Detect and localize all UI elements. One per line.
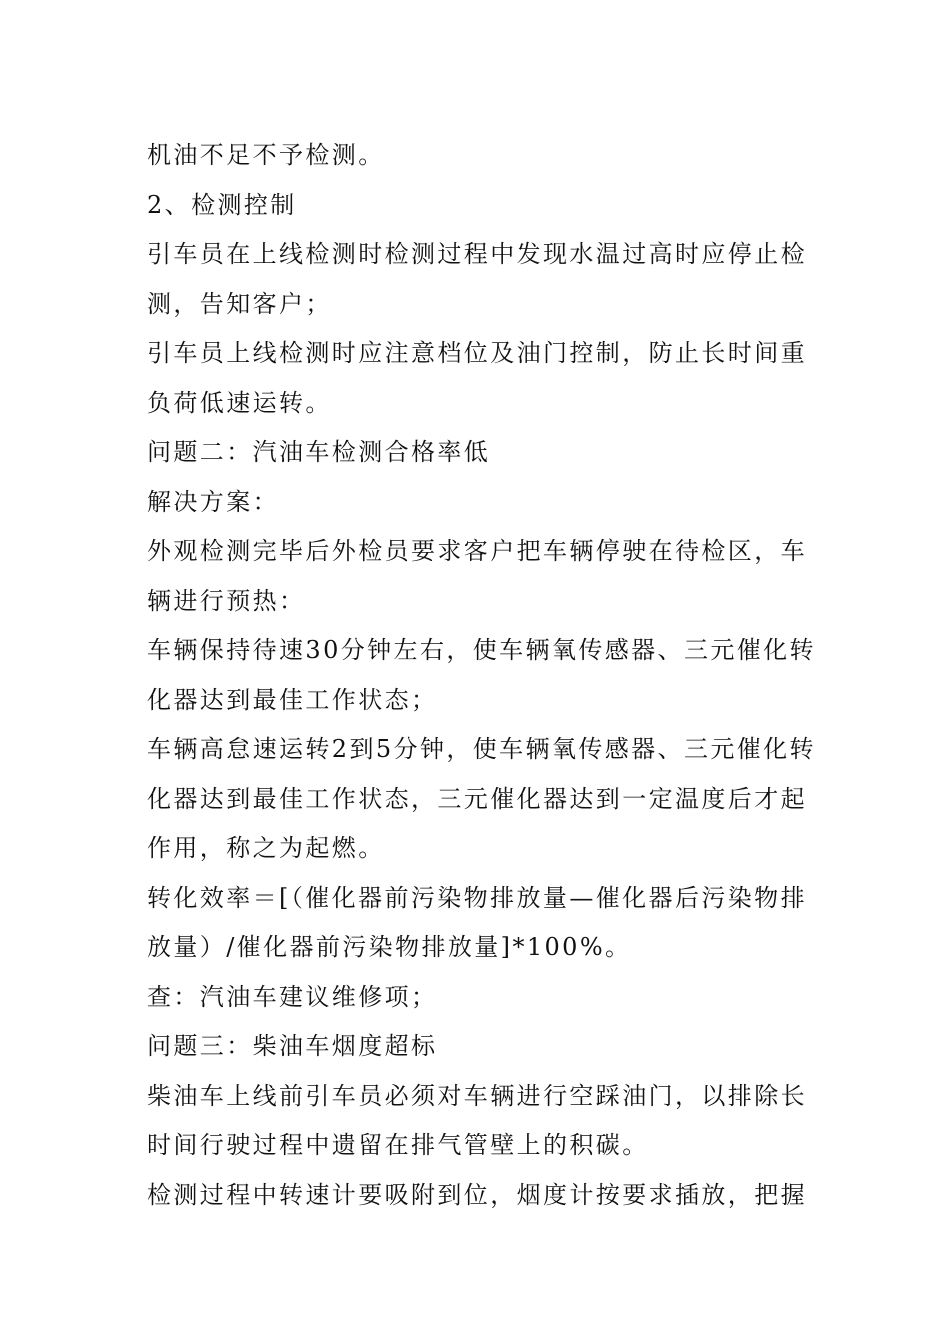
- formula-line: 转化效率＝[（催化器前污染物排放量—催化器后污染物排: [147, 883, 807, 912]
- text-line: 车辆高怠速运转2到5分钟，使车辆氧传感器、三元催化转: [147, 735, 816, 763]
- section-heading: 问题三：柴油车烟度超标: [147, 1032, 438, 1060]
- text-line: 负荷低速运转。: [147, 388, 332, 417]
- text-line: 化器达到最佳工作状态；: [147, 685, 438, 714]
- text-line: 测，告知客户；: [147, 289, 332, 318]
- section-heading: 问题二：汽油车检测合格率低: [147, 438, 491, 466]
- text-line: 引车员上线检测时应注意档位及油门控制，防止长时间重: [147, 339, 807, 367]
- text-line: 车辆保持待速30分钟左右，使车辆氧传感器、三元催化转: [147, 636, 816, 664]
- text-line: 作用，称之为起燃。: [147, 834, 385, 862]
- text-line: 引车员在上线检测时检测过程中发现水温过高时应停止检: [147, 240, 807, 268]
- text-line: 外观检测完毕后外检员要求客户把车辆停驶在待检区，车: [147, 537, 807, 565]
- text-line: 解决方案：: [147, 487, 279, 516]
- text-line: 化器达到最佳工作状态，三元催化器达到一定温度后才起: [147, 784, 807, 813]
- text-line: 检测过程中转速计要吸附到位，烟度计按要求插放，把握: [147, 1180, 807, 1209]
- text-line: 机油不足不予检测。: [147, 141, 385, 169]
- text-line: 时间行驶过程中遗留在排气管壁上的积碳。: [147, 1131, 649, 1159]
- document-body: [147, 131, 816, 1220]
- section-heading: 2、检测控制: [147, 190, 297, 219]
- text-line: 柴油车上线前引车员必须对车辆进行空踩油门，以排除长: [147, 1081, 807, 1110]
- text-line: 辆进行预热：: [147, 586, 306, 615]
- formula-line: 放量）/催化器前污染物排放量]*100%。: [147, 933, 632, 961]
- text-line: 查：汽油车建议维修项；: [147, 982, 438, 1011]
